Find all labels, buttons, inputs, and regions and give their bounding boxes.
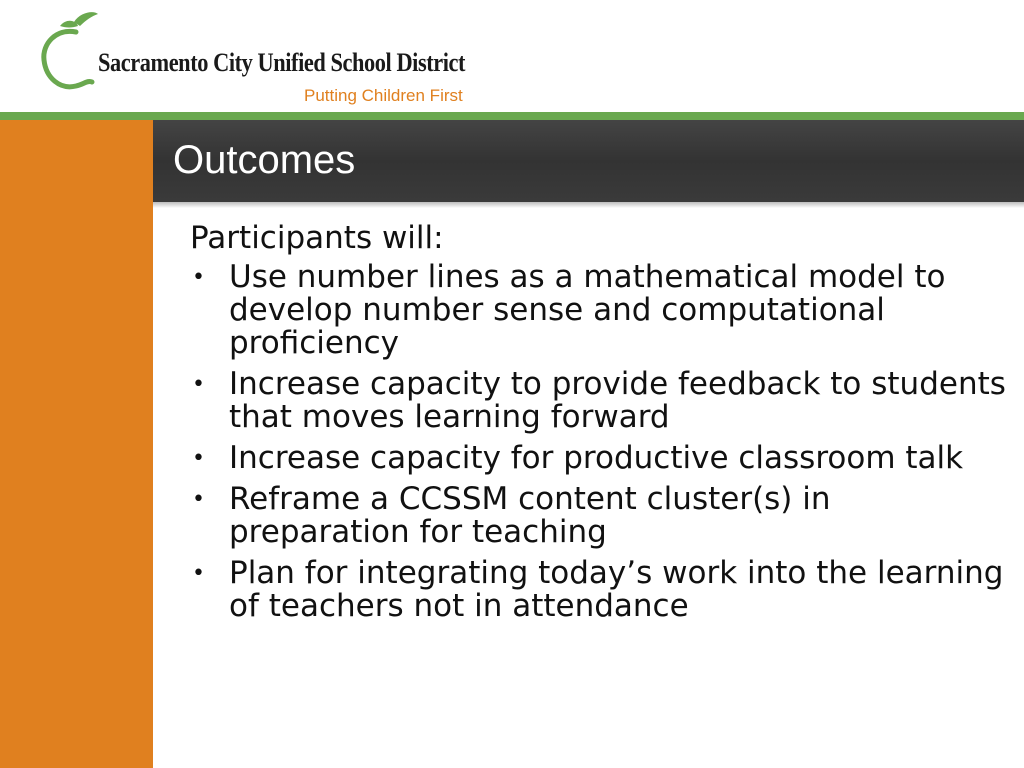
district-logo [36,8,476,104]
outcomes-list [190,261,1010,623]
list-item [190,557,1010,623]
district-tagline: Putting Children First [304,86,463,105]
title-bar [153,120,1024,202]
slide-title: Outcomes [173,138,356,182]
list-item-text: Increase capacity for productive classroom talk [229,440,964,476]
slide-header [0,0,1024,112]
list-item [190,483,1010,549]
list-item [190,261,1010,360]
list-item [190,442,1010,475]
list-item-text: Plan for integrating today’s work into the learning of teachers not in attendance [229,555,1004,624]
list-item [190,368,1010,434]
bullet-icon: • [192,487,205,512]
list-item-text: Reframe a CCSSM content cluster(s) in preparation for teaching [229,481,831,550]
list-item-text: Use number lines as a mathematical model to develop number sense and computational proficiency [229,259,946,361]
title-shadow [153,202,1024,208]
orange-sidebar [0,120,153,768]
green-divider [0,112,1024,120]
slide-body [190,222,1010,631]
bullet-icon: • [192,265,205,290]
list-item-text: Increase capacity to provide feedback to students that moves learning forward [229,366,1006,435]
district-name: Sacramento City Unified School District [98,48,466,77]
bullet-icon: • [192,446,205,471]
bullet-icon: • [192,372,205,397]
bullet-icon: • [192,561,205,586]
intro-text: Participants will: [190,220,444,256]
